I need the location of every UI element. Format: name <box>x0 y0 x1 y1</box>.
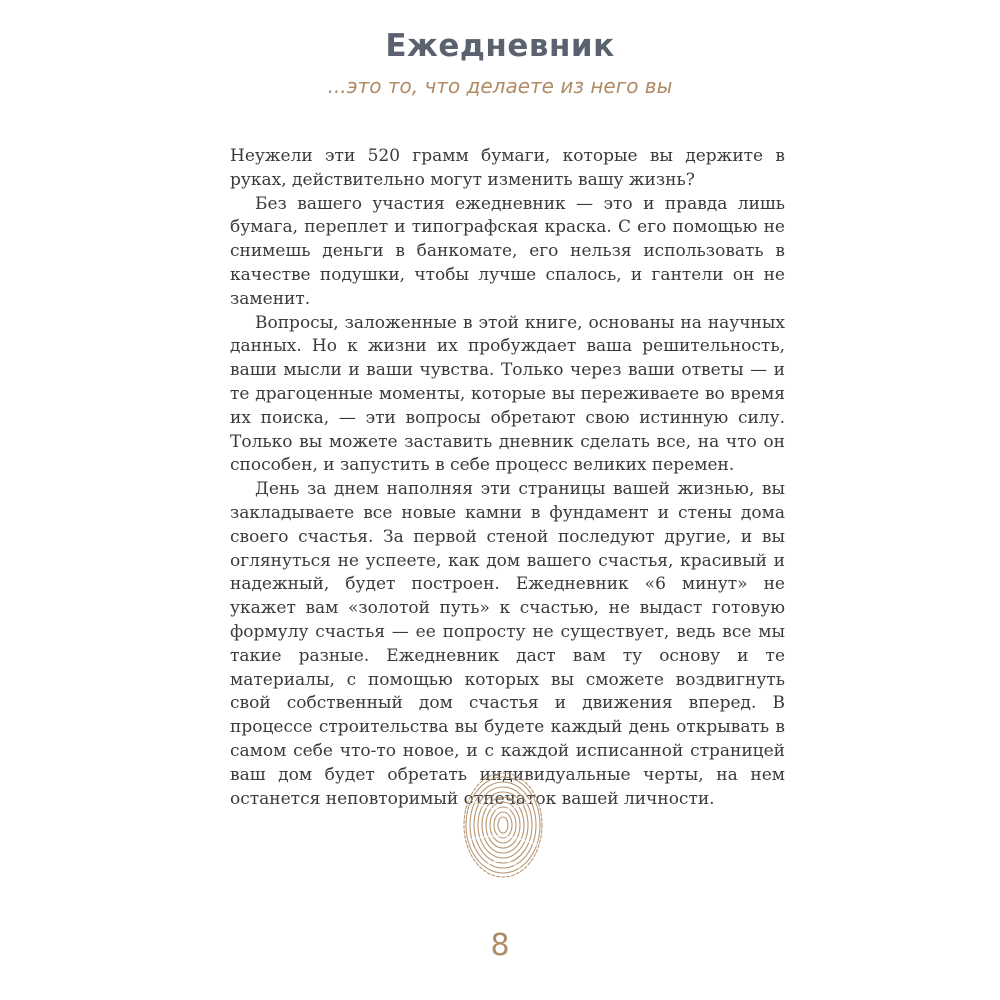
fingerprint-icon <box>462 770 544 880</box>
paragraph-2: Без вашего участия ежедневник — это и правда лишь бумага, переплет и типографская краска. С его помощью не снимешь деньги в банкомате, его нельзя использовать в качестве подушки, чтобы лучше спалось, и гантели он не заменит. <box>230 193 785 309</box>
paragraph-1: Неужели эти 520 грамм бумаги, которые вы держите в руках, действительно могут изменить вашу жизнь? <box>230 146 785 190</box>
page-title: Ежедневник <box>385 28 615 64</box>
body-text <box>230 145 785 811</box>
page-number: 8 <box>490 928 510 963</box>
page-subtitle: ...это то, что делаете из него вы <box>327 74 673 98</box>
paragraph-3: Вопросы, заложенные в этой книге, основаны на научных данных. Но к жизни их пробуждает ваша решительность, ваши мысли и ваши чувства. Только через ваши ответы — и те драгоценные моменты, которые вы переживаете во время их поиска, — эти вопросы обретают свою истинную силу. Только вы можете заставить дневник сделать все, на что он способен, и запустить в себе процесс великих перемен. <box>230 312 785 476</box>
paragraph-4: День за днем наполняя эти страницы вашей жизнью, вы закладываете все новые камни в фундамент и стены дома своего счастья. За первой стеной последуют другие, и вы оглянуться не успеете, как дом вашего счастья, красивый и надежный, будет построен. Ежедневник «6 минут» не укажет вам «золотой путь» к счастью, не выдаст готовую формулу счастья — ее попросту не существует, ведь все мы такие разные. Ежедневник даст вам ту основу и те материалы, с помощью которых вы сможете воздвигнуть свой собственный дом счастья и движения вперед. В процессе строительства вы будете каждый день открывать в самом себе что-то новое, и с каждой исписанной страницей ваш дом будет обретать индивидуальные черты, на нем останется неповторимый отпечаток вашей личности. <box>230 479 785 809</box>
